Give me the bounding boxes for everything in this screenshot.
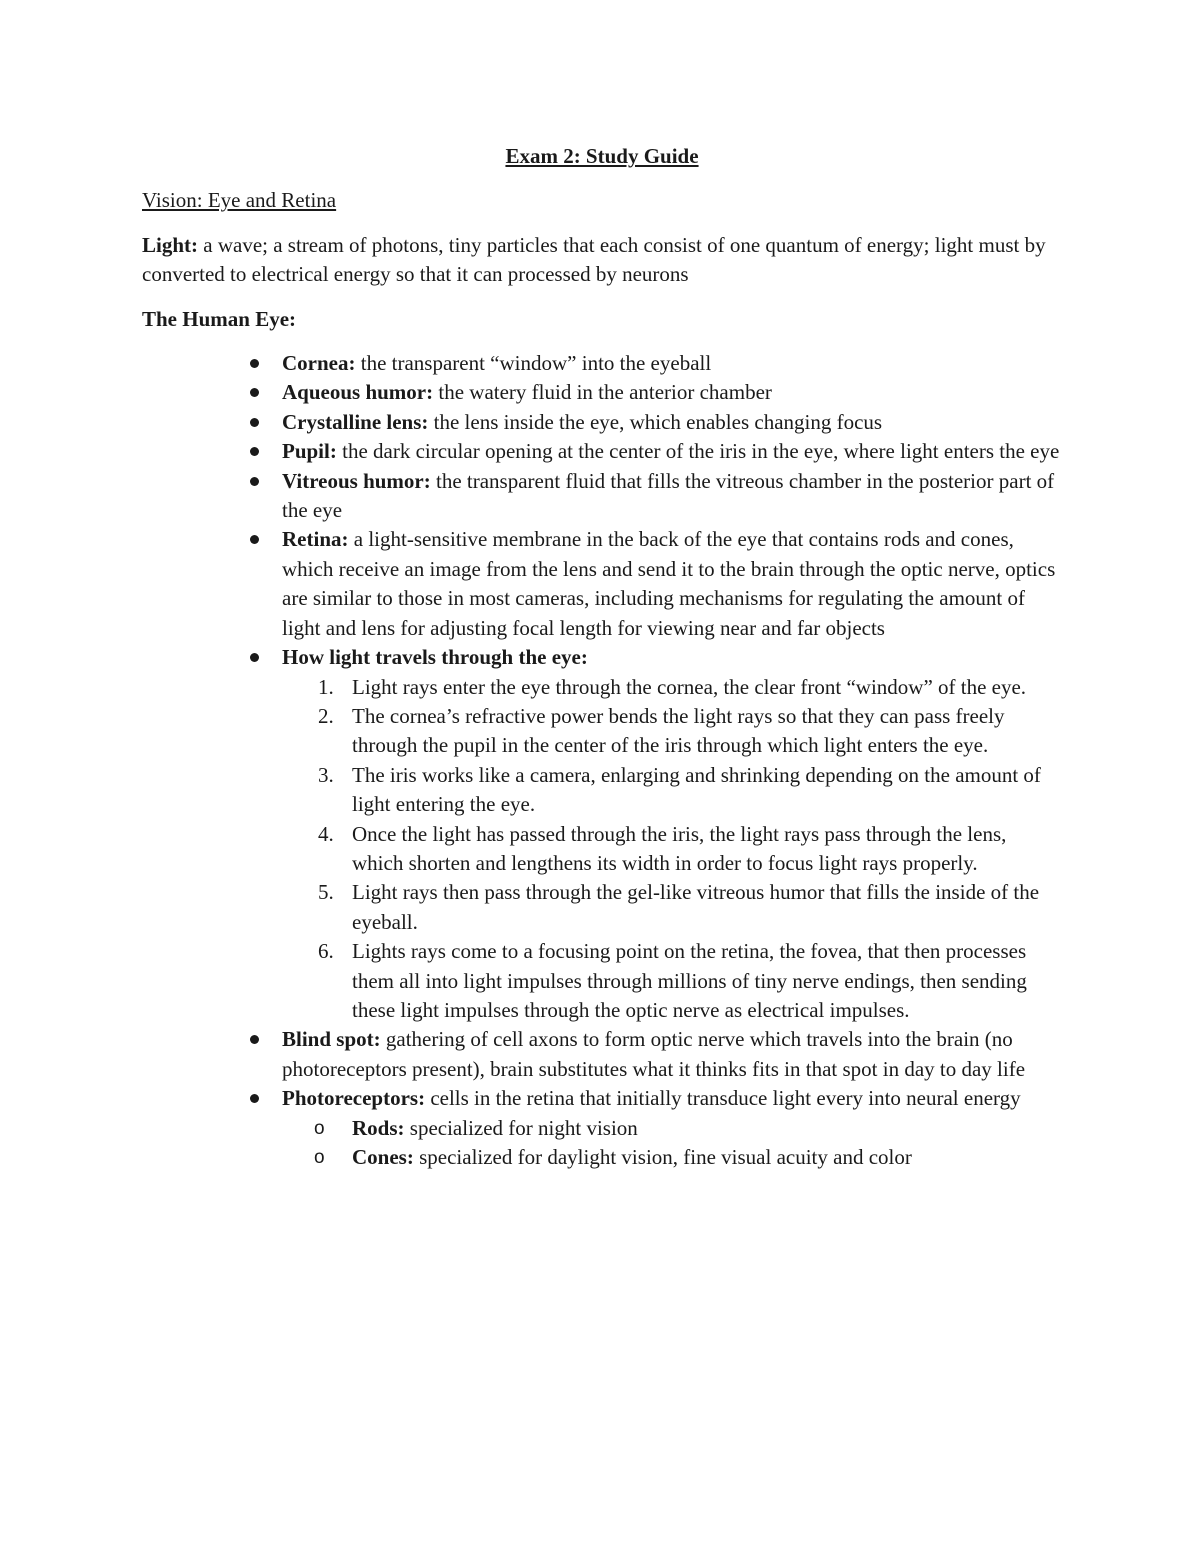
- step-text: Once the light has passed through the iris, the light rays pass through the lens, which shorten and lengthens its width in order to focus light rays properly.: [352, 821, 1007, 875]
- document-body: [142, 142, 1062, 1172]
- step-number: 4.: [318, 821, 334, 846]
- bullet-term: Aqueous humor:: [282, 380, 434, 405]
- light-definition: [142, 231, 1062, 290]
- light-travel-heading: How light travels through the eye:: [282, 645, 588, 670]
- sub-text: specialized for night vision: [404, 1115, 638, 1140]
- step-number: 6.: [318, 939, 334, 964]
- step-item: [318, 702, 1062, 761]
- step-item: [318, 937, 1062, 1025]
- step-item: [318, 673, 1062, 702]
- step-text: Lights rays come to a focusing point on the retina, the fovea, that then processes them all into light impulses through millions of tiny nerve endings, then sending these light impulses through the optic nerve as electrical impulses.: [352, 939, 1027, 1022]
- bullet-term: Vitreous humor:: [282, 468, 431, 493]
- bullet-text: gathering of cell axons to form optic nerve which travels into the brain (no photoreceptors present), brain substitutes what it thinks fits in that spot in day to day life: [282, 1027, 1026, 1081]
- list-item: [282, 349, 1062, 378]
- light-term: Light:: [142, 232, 199, 257]
- step-text: Light rays then pass through the gel-like vitreous humor that fills the inside of the eyeball.: [352, 880, 1040, 934]
- sub-list-item: [314, 1143, 1062, 1172]
- step-number: 3.: [318, 762, 334, 787]
- human-eye-heading: The Human Eye:: [142, 306, 297, 331]
- list-item: [282, 378, 1062, 407]
- sub-term: Cones:: [352, 1145, 414, 1169]
- list-item-light-travel: [282, 643, 1062, 1025]
- step-item: [318, 761, 1062, 820]
- bullet-text: the lens inside the eye, which enables changing focus: [428, 409, 883, 434]
- step-number: 2.: [318, 703, 334, 728]
- list-item: [282, 1025, 1062, 1084]
- list-item: [282, 408, 1062, 437]
- sub-list-item: [314, 1114, 1062, 1143]
- eye-parts-list: [142, 349, 1062, 1172]
- bullet-term: Blind spot:: [282, 1027, 381, 1052]
- bullet-term: Retina:: [282, 527, 349, 552]
- light-travel-steps: [282, 673, 1062, 1026]
- list-item: [282, 437, 1062, 466]
- list-item: [282, 525, 1062, 643]
- bullet-text: a light-sensitive membrane in the back of the eye that contains rods and cones, which receive an image from the lens and send it to the brain through the optic nerve, optics are similar to those in most cameras, including mechanisms for regulating the amount of light and lens for adjusting focal length for viewing near and far objects: [282, 527, 1056, 640]
- sub-bullet-marker: o: [314, 1117, 325, 1139]
- step-item: [318, 878, 1062, 937]
- bullet-term: Crystalline lens:: [282, 409, 429, 434]
- photoreceptor-types-list: [282, 1114, 1062, 1173]
- bullet-text: cells in the retina that initially transduce light every into neural energy: [425, 1086, 1021, 1111]
- bullet-text: the watery fluid in the anterior chamber: [433, 380, 772, 405]
- list-item: [282, 467, 1062, 526]
- step-item: [318, 820, 1062, 879]
- light-text: a wave; a stream of photons, tiny particles that each consist of one quantum of energy; light must by converted to electrical energy so that it can processed by neurons: [142, 232, 1046, 287]
- sub-text: specialized for daylight vision, fine visual acuity and color: [413, 1145, 912, 1169]
- list-item-photoreceptors: [282, 1084, 1062, 1172]
- step-text: The cornea’s refractive power bends the light rays so that they can pass freely through the pupil in the center of the iris through which light enters the eye.: [352, 703, 1005, 758]
- bullet-term: Cornea:: [282, 351, 356, 376]
- step-number: 5.: [318, 880, 334, 905]
- bullet-term: Pupil:: [282, 439, 337, 464]
- bullet-text: the transparent fluid that fills the vitreous chamber in the posterior part of the eye: [282, 468, 1055, 523]
- bullet-text: the dark circular opening at the center of the iris in the eye, where light enters the eye: [336, 439, 1060, 464]
- section-heading: Vision: Eye and Retina: [142, 188, 337, 213]
- document-title: Exam 2: Study Guide: [505, 144, 699, 168]
- sub-bullet-marker: o: [314, 1147, 325, 1168]
- step-text: Light rays enter the eye through the cornea, the clear front “window” of the eye.: [352, 674, 1027, 699]
- bullet-text: the transparent “window” into the eyeball: [355, 351, 712, 376]
- step-number: 1.: [318, 674, 334, 699]
- sub-term: Rods:: [352, 1115, 405, 1140]
- step-text: The iris works like a camera, enlarging and shrinking depending on the amount of light entering the eye.: [352, 762, 1041, 817]
- bullet-term: Photoreceptors:: [282, 1086, 426, 1111]
